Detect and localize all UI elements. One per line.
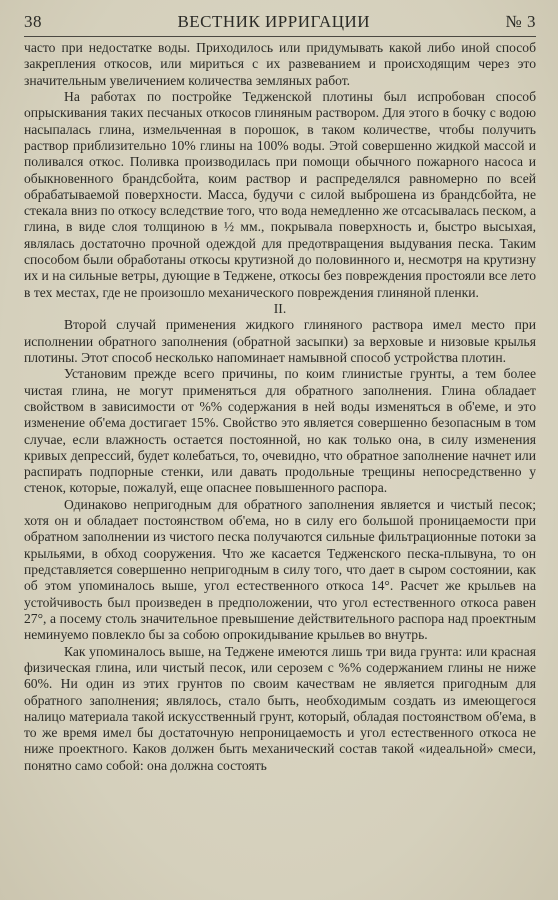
journal-title: ВЕСТНИК ИРРИГАЦИИ	[177, 12, 371, 31]
paragraph: Одинаково непригодным для обратного заполнения является и чистый песок; хотя он и обладает постоянством об'ема, но в силу его большой проницаемости при обратном заполнении из чистого песка получаются сильные фильтрационные потоки за крыльями, в обход сооружения. Что же касается Тедженского песка-плывуна, то он представляется совершенно непригодным в силу того, что дает в сыром состоянии, как об этом упоминалось выше, угол естественного откоса 14°. Расчет же крыльев на устойчивость был произведен в предположении, что угол естественного откоса равен 27°, а посему столь значительное превышение действительного распора над проектным неминуемо повлекло бы за собою опрокидывание крыльев во внутрь.	[24, 496, 536, 643]
issue-number: № 3	[505, 12, 536, 31]
page-number: 38	[24, 12, 42, 31]
paragraph: Второй случай применения жидкого глиняного раствора имел место при исполнении обратного заполнения (обратной засыпки) за верховые и низовые крылья плотины. Этот способ несколько напоминает намывной способ устройства плотин.	[24, 317, 536, 365]
section-number: II.	[273, 301, 287, 316]
paragraph: Как упоминалось выше, на Теджене имеются лишь три вида грунта: или красная физическая глина, или чистый песок, или серозем с %% содержанием глины не ниже 60%. Ни один из этих грунтов по своим качествам не является пригодным для обратного заполнения; являлось, стало быть, необходимым создать из имеющегося налицо материала такой искусственный грунт, который, обладая постоянством об'ема, в то же время имел бы достаточную непроницаемость и угол естественного откоса не ниже проектного. Каков должен быть механический состав такой «идеальной» смеси, понятно само собой: она должна состоять	[24, 643, 536, 773]
paragraph: Установим прежде всего причины, по коим глинистые грунты, а тем более чистая глина, не могут применяться для обратного заполнения. Глина обладает свойством в зависимости от %% содержания в ней воды изменяться в об'еме, и это изменение об'ема достигает 15%. Свойство это является совершенно безопасным в том случае, если влажность остается постоянной, но как только она, в силу изменения кривых депрессий, будет колебаться, то, очевидно, что обратное заполнение начнет или распирать подпорные стенки, или давать продольные трещины непосредственно у стенок, которые, пожалуй, еще опаснее повышенного распора.	[24, 366, 536, 496]
page-header	[24, 8, 536, 36]
paragraph: На работах по постройке Тедженской плотины был испробован способ опрыскивания таких песчаных откосов глиняным раствором. Для этого в бочку с водою насыпалась глина, измельченная в порошок, в таком количестве, чтобы получить раствор приблизительно 10% глины на 100% воды. Этой совершенно жидкой массой и поливался откос. Поливка производилась при помощи обычного пожарного насоса и обыкновенного брандсбойта, коим раствор и распределялся равномерно по всей обрабатываемой поверхности. Масса, будучи с силой выброшена из брандсбойта, не стекала вниз по откосу вследствие того, что вода немедленно же отсасывалась песком, а глина, в виде слоя толщиною в ½ мм., покрывала поверхность и, быстро высыхая, являлась достаточно прочной одеждой для предотвращения выдувания песка. Таким способом были обработаны откосы крутизной до половинного и, несмотря на крутизну их и на сильные ветры, дующие в Теджене, откосы без повреждения простояли все лето в тех местах, где не произошло механического повреждения глиняной пленки.	[24, 88, 536, 300]
article-body	[24, 40, 536, 774]
header-rule	[24, 36, 536, 37]
paragraph: часто при недостатке воды. Приходилось или придумывать какой либо иной способ закрепления откосов, или мириться с их развеванием и происходящим через это значительным увеличением количества земляных работ.	[24, 40, 536, 88]
